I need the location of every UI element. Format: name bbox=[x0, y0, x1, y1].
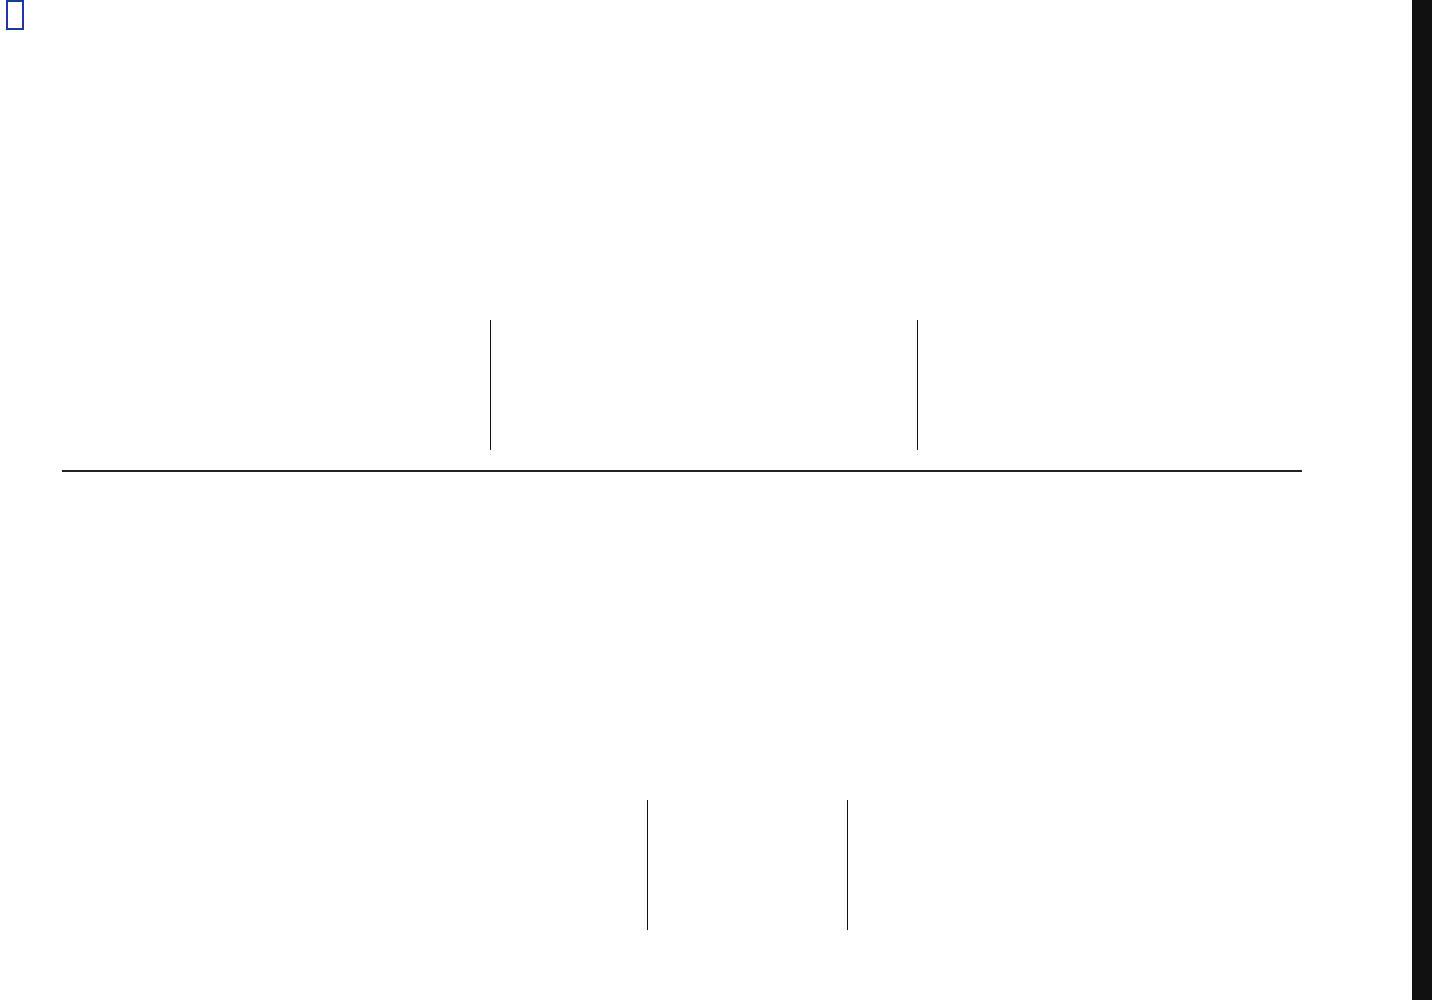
amount-row bbox=[964, 40, 987, 450]
amount-label bbox=[987, 40, 1010, 320]
text-paragraph bbox=[1252, 40, 1275, 450]
section-subheading bbox=[1072, 40, 1094, 450]
amount-value bbox=[825, 800, 848, 930]
amount-label bbox=[871, 520, 894, 800]
amount-row bbox=[963, 520, 986, 930]
amount-row bbox=[714, 40, 737, 450]
amount-value bbox=[918, 320, 941, 450]
column-divider bbox=[62, 470, 1302, 472]
amount-label bbox=[940, 520, 963, 800]
text-paragraph bbox=[602, 520, 625, 930]
text-paragraph bbox=[775, 520, 798, 930]
amount-row bbox=[917, 520, 940, 930]
text-paragraph bbox=[1279, 520, 1302, 930]
amount-label bbox=[468, 40, 491, 320]
text-paragraph bbox=[1252, 520, 1275, 930]
amount-row bbox=[671, 520, 694, 930]
amount-label bbox=[691, 40, 714, 320]
text-paragraph bbox=[1090, 520, 1113, 930]
amount-label bbox=[514, 40, 537, 320]
amount-value bbox=[987, 320, 1010, 450]
scan-edge bbox=[1412, 0, 1432, 1000]
amount-label bbox=[537, 40, 560, 320]
amount-label bbox=[694, 520, 717, 800]
text-paragraph bbox=[645, 40, 668, 450]
amount-value bbox=[514, 320, 537, 450]
text-paragraph bbox=[591, 40, 614, 450]
text-paragraph bbox=[1041, 40, 1064, 450]
amount-value bbox=[714, 320, 737, 450]
amount-row bbox=[940, 520, 963, 930]
total-row bbox=[468, 40, 491, 450]
text-paragraph bbox=[1063, 520, 1086, 930]
text-paragraph bbox=[764, 40, 787, 450]
amount-label bbox=[491, 40, 514, 320]
total-row bbox=[895, 40, 918, 450]
amount-value bbox=[694, 800, 717, 930]
text-paragraph bbox=[1225, 520, 1248, 930]
amount-value bbox=[940, 800, 963, 930]
amount-value bbox=[917, 800, 940, 930]
amount-row bbox=[894, 520, 917, 930]
text-paragraph bbox=[1198, 40, 1221, 450]
amount-row bbox=[848, 520, 871, 930]
amount-label bbox=[986, 520, 1009, 800]
amount-label bbox=[668, 40, 691, 320]
text-paragraph bbox=[1144, 520, 1167, 930]
total-row bbox=[625, 520, 648, 930]
amount-value bbox=[871, 800, 894, 930]
amount-label bbox=[941, 40, 964, 320]
section-heading bbox=[1102, 40, 1130, 450]
amount-value bbox=[941, 320, 964, 450]
text-paragraph bbox=[548, 520, 571, 930]
amount-value bbox=[468, 320, 491, 450]
amount-row bbox=[737, 40, 760, 450]
amount-label bbox=[917, 520, 940, 800]
text-paragraph bbox=[818, 40, 841, 450]
text-paragraph bbox=[802, 520, 825, 930]
text-paragraph bbox=[1171, 40, 1194, 450]
text-paragraph bbox=[1279, 40, 1302, 450]
text-paragraph bbox=[564, 40, 587, 450]
amount-label bbox=[894, 520, 917, 800]
amount-row bbox=[537, 40, 560, 450]
page-header bbox=[1324, 40, 1364, 960]
amount-row bbox=[941, 40, 964, 450]
amount-row bbox=[987, 40, 1010, 450]
amount-value bbox=[737, 320, 760, 450]
funder-logo-icon bbox=[6, 0, 24, 30]
amount-value bbox=[963, 800, 986, 930]
amount-value bbox=[1009, 800, 1032, 930]
amount-value bbox=[964, 320, 987, 450]
text-paragraph bbox=[845, 40, 868, 450]
amount-row bbox=[694, 520, 717, 930]
text-paragraph bbox=[721, 520, 744, 930]
right-text-column bbox=[62, 520, 1302, 930]
amount-value bbox=[894, 800, 917, 930]
total-row bbox=[825, 520, 848, 930]
amount-label bbox=[918, 40, 941, 320]
text-paragraph bbox=[872, 40, 895, 450]
amount-label bbox=[648, 520, 671, 800]
amount-value bbox=[986, 800, 1009, 930]
amount-label bbox=[714, 40, 737, 320]
amount-label bbox=[825, 520, 848, 800]
amount-value bbox=[648, 800, 671, 930]
amount-label bbox=[625, 520, 648, 800]
amount-row bbox=[691, 40, 714, 450]
amount-label bbox=[737, 40, 760, 320]
amount-label bbox=[964, 40, 987, 320]
text-paragraph bbox=[791, 40, 814, 450]
text-paragraph bbox=[1171, 520, 1194, 930]
amount-label bbox=[895, 40, 918, 320]
amount-row bbox=[491, 40, 514, 450]
amount-label bbox=[1009, 520, 1032, 800]
amount-row bbox=[668, 40, 691, 450]
amount-value bbox=[537, 320, 560, 450]
text-paragraph bbox=[494, 520, 517, 930]
amount-value bbox=[668, 320, 691, 450]
text-paragraph bbox=[575, 520, 598, 930]
amount-value bbox=[895, 320, 918, 450]
amount-row bbox=[918, 40, 941, 450]
amount-row bbox=[648, 520, 671, 930]
text-paragraph bbox=[1014, 40, 1037, 450]
amount-row bbox=[986, 520, 1009, 930]
text-paragraph bbox=[1225, 40, 1248, 450]
text-paragraph bbox=[1144, 40, 1167, 450]
amount-value bbox=[691, 320, 714, 450]
text-paragraph bbox=[1117, 520, 1140, 930]
text-paragraph bbox=[748, 520, 771, 930]
amount-label bbox=[963, 520, 986, 800]
amount-label bbox=[671, 520, 694, 800]
left-text-column bbox=[62, 40, 1302, 450]
text-paragraph bbox=[521, 520, 544, 930]
text-paragraph bbox=[1198, 520, 1221, 930]
amount-label bbox=[848, 520, 871, 800]
amount-row bbox=[871, 520, 894, 930]
text-paragraph bbox=[618, 40, 641, 450]
text-paragraph bbox=[1036, 520, 1059, 930]
amount-row bbox=[514, 40, 537, 450]
amount-value bbox=[848, 800, 871, 930]
amount-value bbox=[671, 800, 694, 930]
amount-value bbox=[491, 320, 514, 450]
amount-value bbox=[625, 800, 648, 930]
amount-row bbox=[1009, 520, 1032, 930]
